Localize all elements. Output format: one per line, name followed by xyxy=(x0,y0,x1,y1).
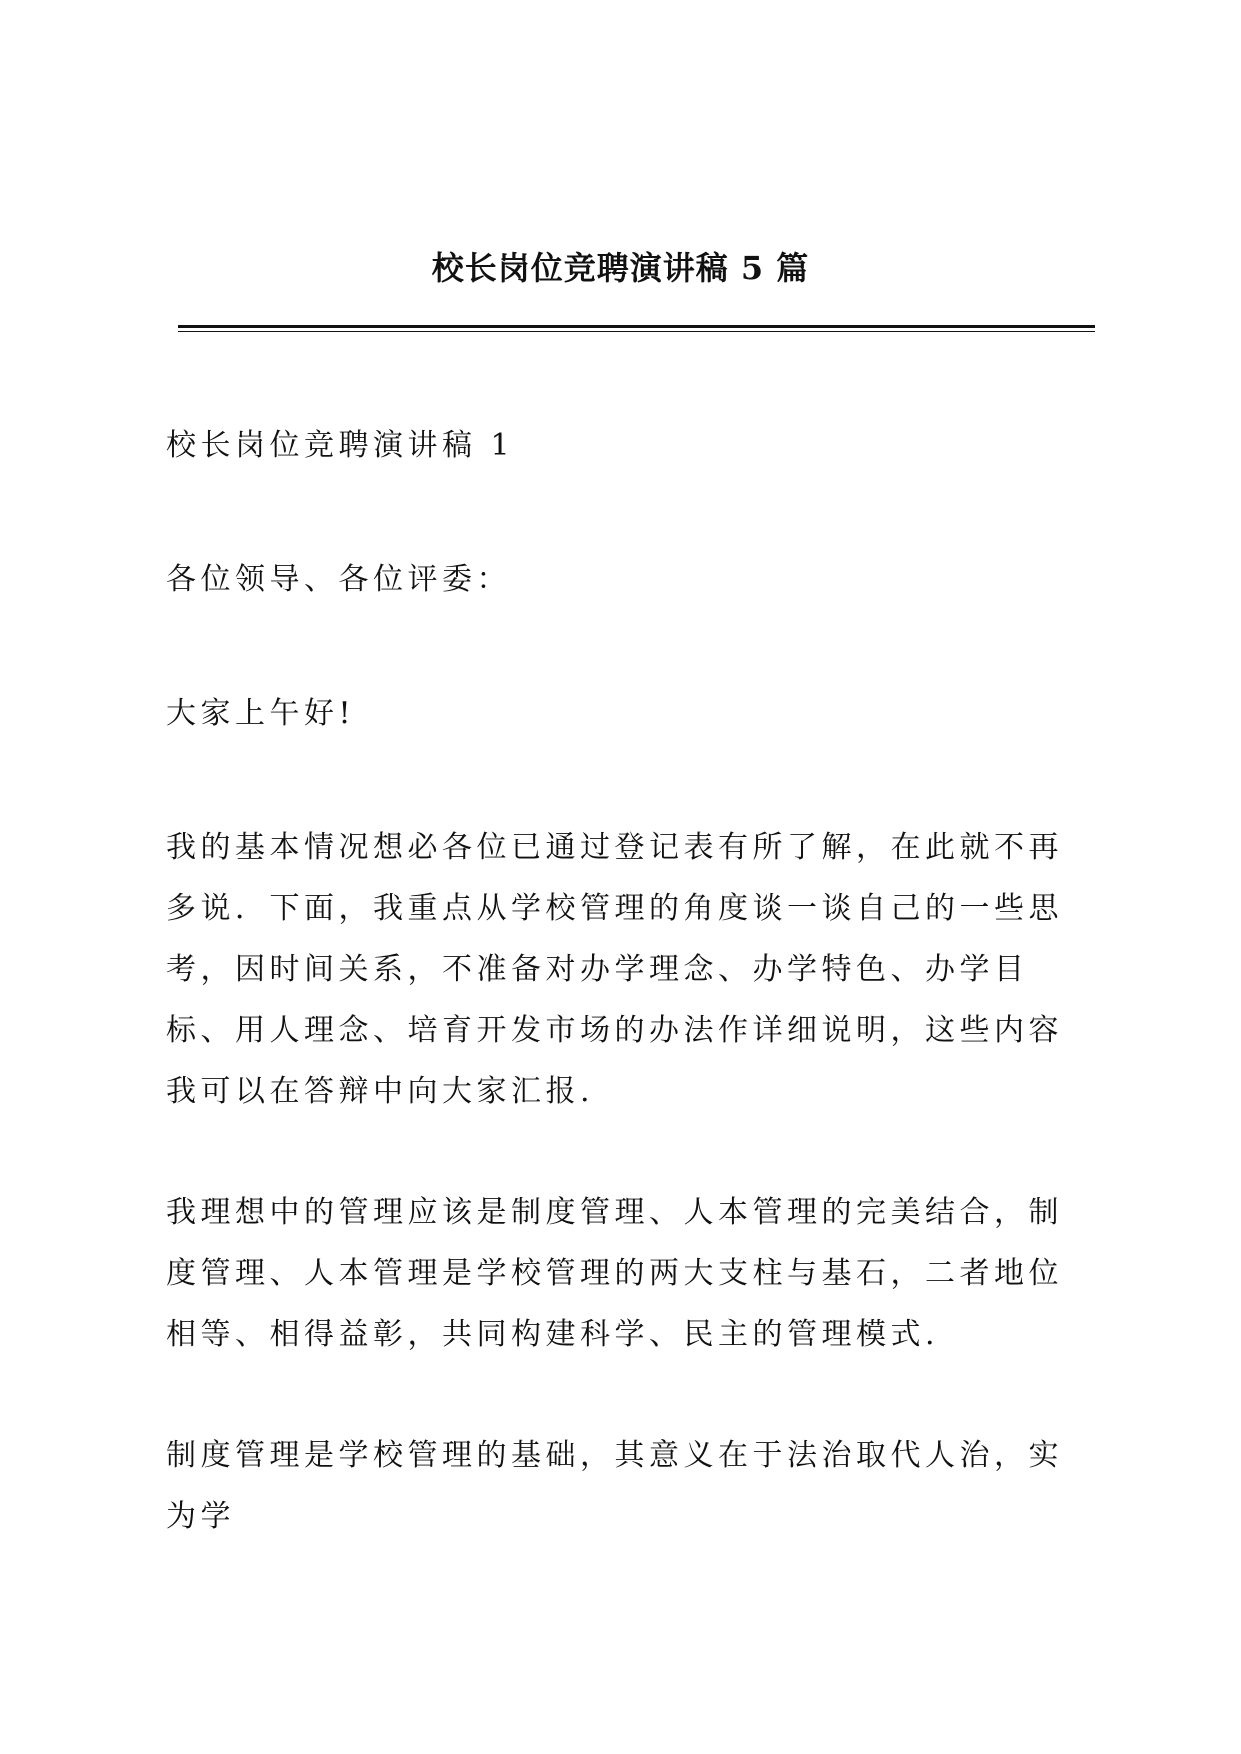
title-divider-thin xyxy=(178,331,1095,332)
document-title: 校长岗位竞聘演讲稿 5 篇 xyxy=(431,249,810,287)
paragraph: 制度管理是学校管理的基础，其意义在于法治取代人治，实为学 xyxy=(166,1438,1063,1534)
section-heading: 校长岗位竞聘演讲稿 1 xyxy=(166,428,515,463)
salutation: 各位领导、各位评委： xyxy=(166,562,511,597)
paragraph: 我理想中的管理应该是制度管理、人本管理的完美结合，制度管理、人本管理是学校管理的两大支柱与基石，二者地位相等、相得益彰，共同构建科学、民主的管理模式. xyxy=(166,1195,1063,1352)
title-divider xyxy=(178,325,1095,328)
greeting: 大家上午好! xyxy=(166,696,356,731)
paragraph: 我的基本情况想必各位已通过登记表有所了解，在此就不再多说．下面，我重点从学校管理的角度谈一谈自己的一些思考，因时间关系，不准备对办学理念、办学特色、办学目标、用人理念、培育开发市场的办法作详细说明，这些内容我可以在答辩中向大家汇报. xyxy=(166,830,1063,1109)
